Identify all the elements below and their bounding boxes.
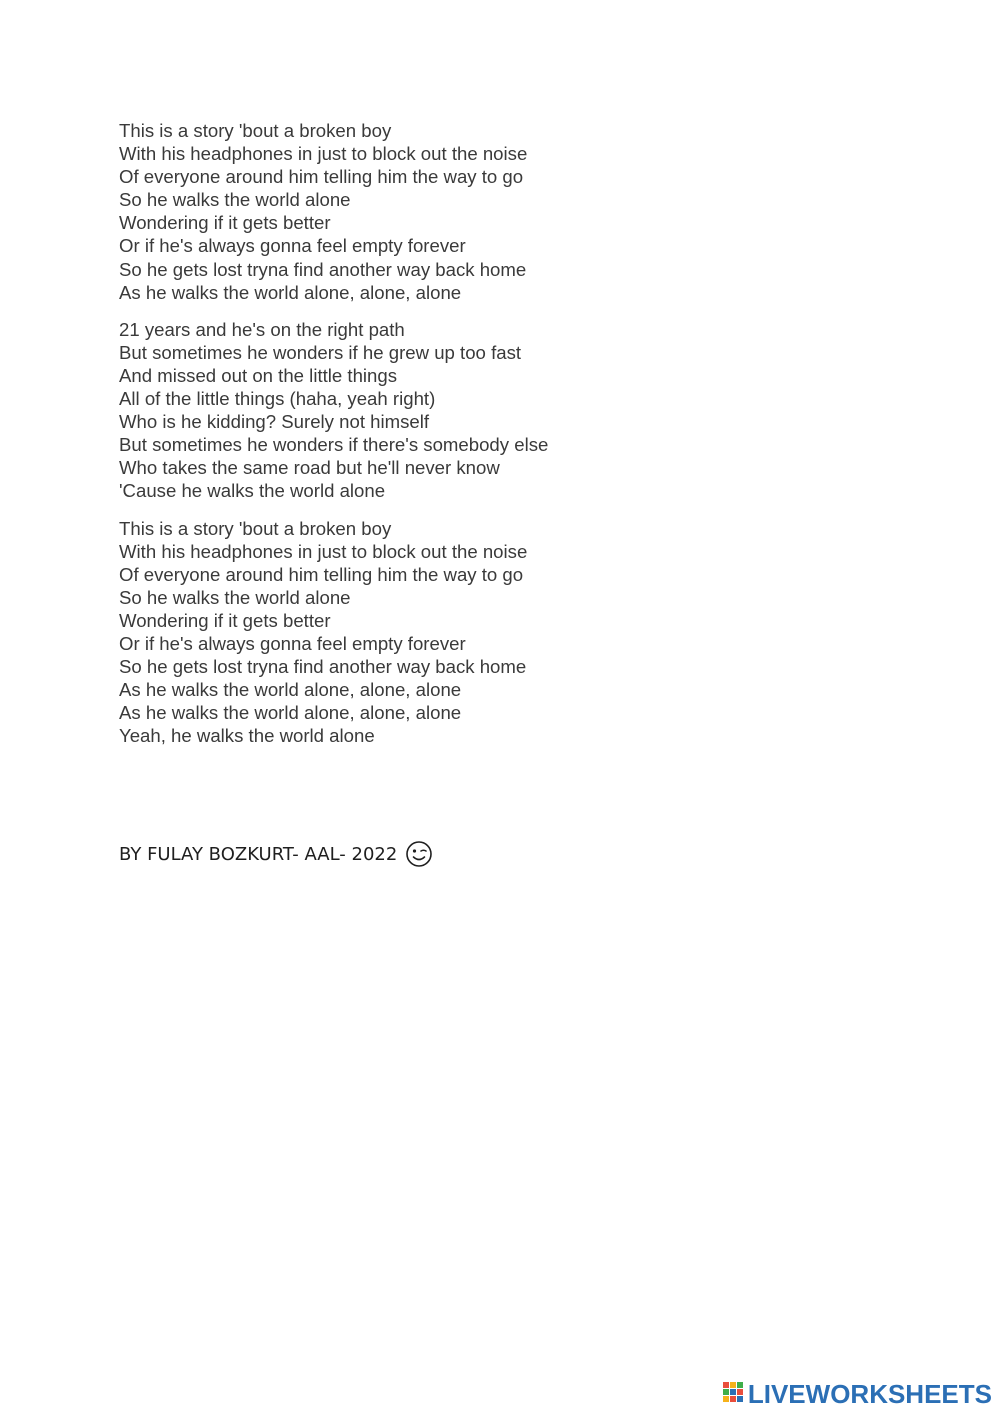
lyric-line: Who takes the same road but he'll never know <box>119 457 500 479</box>
lyric-line: With his headphones in just to block out the noise <box>119 143 528 165</box>
lyric-line: But sometimes he wonders if there's somebody else <box>119 434 549 456</box>
lyric-line: Of everyone around him telling him the way to go <box>119 563 524 585</box>
stanza-2 <box>119 318 679 503</box>
lyric-line: Or if he's always gonna feel empty forever <box>119 632 466 654</box>
lyric-line: Or if he's always gonna feel empty forever <box>119 235 466 257</box>
lyric-line: 21 years and he's on the right path <box>119 318 405 340</box>
lyric-line: Wondering if it gets better <box>119 609 331 631</box>
liveworksheets-brand[interactable] <box>723 1381 992 1407</box>
signature-text: BY FULAY BOZKURT- AAL- 2022 <box>119 843 398 865</box>
lyric-line: This is a story 'bout a broken boy <box>119 517 392 539</box>
lyric-line: So he gets lost tryna find another way back home <box>119 656 527 678</box>
lyric-line: As he walks the world alone, alone, alone <box>119 679 462 701</box>
lyric-line: But sometimes he wonders if he grew up too fast <box>119 341 522 363</box>
lyric-line: With his headphones in just to block out the noise <box>119 540 528 562</box>
lyric-line: As he walks the world alone, alone, alone <box>119 702 462 724</box>
winking-face-icon <box>405 840 433 868</box>
stanza-1 <box>119 119 679 304</box>
stanza-3 <box>119 517 679 748</box>
author-signature <box>119 840 433 868</box>
lyric-line: This is a story 'bout a broken boy <box>119 120 392 141</box>
lyric-line: As he walks the world alone, alone, alone <box>119 281 462 303</box>
liveworksheets-logo-icon <box>723 1382 745 1406</box>
lyric-line: So he gets lost tryna find another way back home <box>119 258 527 280</box>
lyric-line: So he walks the world alone <box>119 586 351 608</box>
lyric-line: So he walks the world alone <box>119 189 351 211</box>
lyric-line: All of the little things (haha, yeah right) <box>119 388 436 410</box>
lyric-line: 'Cause he walks the world alone <box>119 480 386 502</box>
brand-name: LIVEWORKSHEETS <box>747 1379 992 1409</box>
lyrics-body <box>119 119 679 761</box>
lyric-line: And missed out on the little things <box>119 364 398 386</box>
lyric-line: Who is he kidding? Surely not himself <box>119 411 430 433</box>
lyric-line: Wondering if it gets better <box>119 212 331 234</box>
lyric-line: Yeah, he walks the world alone <box>119 725 375 747</box>
lyric-line: Of everyone around him telling him the way to go <box>119 166 524 188</box>
